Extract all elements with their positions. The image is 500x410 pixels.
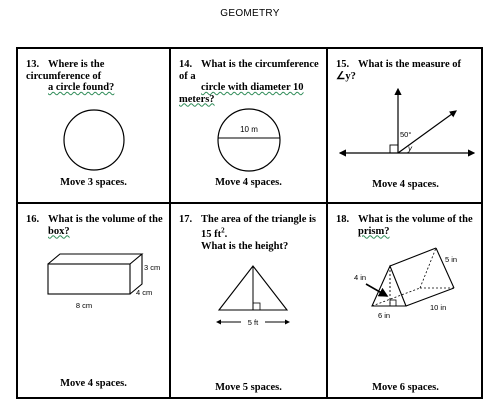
question-grid [16, 47, 483, 399]
move-instruction: Move 4 spaces. [60, 378, 127, 389]
question-line-2: box? [48, 225, 70, 237]
question-number: 16. [26, 214, 40, 225]
question-text [26, 59, 169, 94]
question-line-3: What is the height? [201, 240, 289, 252]
question-line-2: prism? [358, 225, 390, 237]
question-number: 13. [26, 59, 40, 70]
question-number: 18. [336, 214, 350, 225]
question-card-13 [18, 49, 169, 202]
angle-figure [338, 83, 478, 163]
question-text [336, 214, 473, 237]
box-height-label: 3 cm [144, 263, 161, 272]
question-line-1: What is the circumference of a [179, 59, 319, 82]
question-card-17 [171, 204, 326, 399]
area-value: 15 ft [201, 229, 222, 240]
question-card-15 [328, 49, 483, 202]
prism-base-label: 6 in [378, 311, 391, 320]
question-line-2: a circle found? [48, 82, 115, 93]
prism-height-label: 4 in [354, 273, 367, 282]
circle-diameter-figure [216, 107, 282, 173]
question-text [179, 214, 316, 252]
question-text [336, 59, 483, 82]
triangular-prism-figure [332, 246, 480, 326]
move-instruction: Move 4 spaces. [372, 179, 439, 190]
box-length-label: 8 cm [75, 301, 93, 310]
question-line-1: Where is the circumference of [26, 59, 105, 82]
box-figure [38, 252, 168, 314]
triangle-figure [213, 262, 293, 334]
question-line-1: What is the measure of ∠y? [336, 59, 462, 82]
prism-length-label: 10 in [430, 303, 447, 312]
question-card-16 [18, 204, 169, 399]
question-number: 17. [179, 214, 193, 225]
question-line-1: What is the volume of the [358, 214, 473, 225]
question-text [26, 214, 163, 237]
question-number: 15. [336, 59, 350, 70]
question-card-14 [171, 49, 326, 202]
move-instruction: Move 4 spaces. [215, 177, 282, 188]
move-instruction: Move 6 spaces. [372, 382, 439, 393]
question-line-1: The area of the triangle is [201, 214, 316, 225]
box-depth-label: 4 cm [136, 288, 153, 297]
question-line-1: What is the volume of the [48, 214, 163, 225]
triangle-base-label: 5 ft [247, 318, 259, 327]
diameter-label: 10 m [240, 125, 258, 134]
page-title: GEOMETRY [220, 8, 280, 19]
angle-label: 50° [400, 130, 412, 139]
area-period: . [224, 229, 228, 240]
question-number: 14. [179, 59, 193, 70]
area-exponent: 2 [221, 226, 225, 235]
angle-y-label: y [408, 144, 412, 153]
question-text [179, 59, 326, 105]
question-card-18 [328, 204, 483, 399]
circle-figure [62, 108, 126, 172]
prism-side-label: 5 in [445, 255, 458, 264]
question-line-2: circle with diameter 10 meters? [179, 82, 304, 105]
move-instruction: Move 5 spaces. [215, 382, 282, 393]
move-instruction: Move 3 spaces. [60, 177, 127, 188]
